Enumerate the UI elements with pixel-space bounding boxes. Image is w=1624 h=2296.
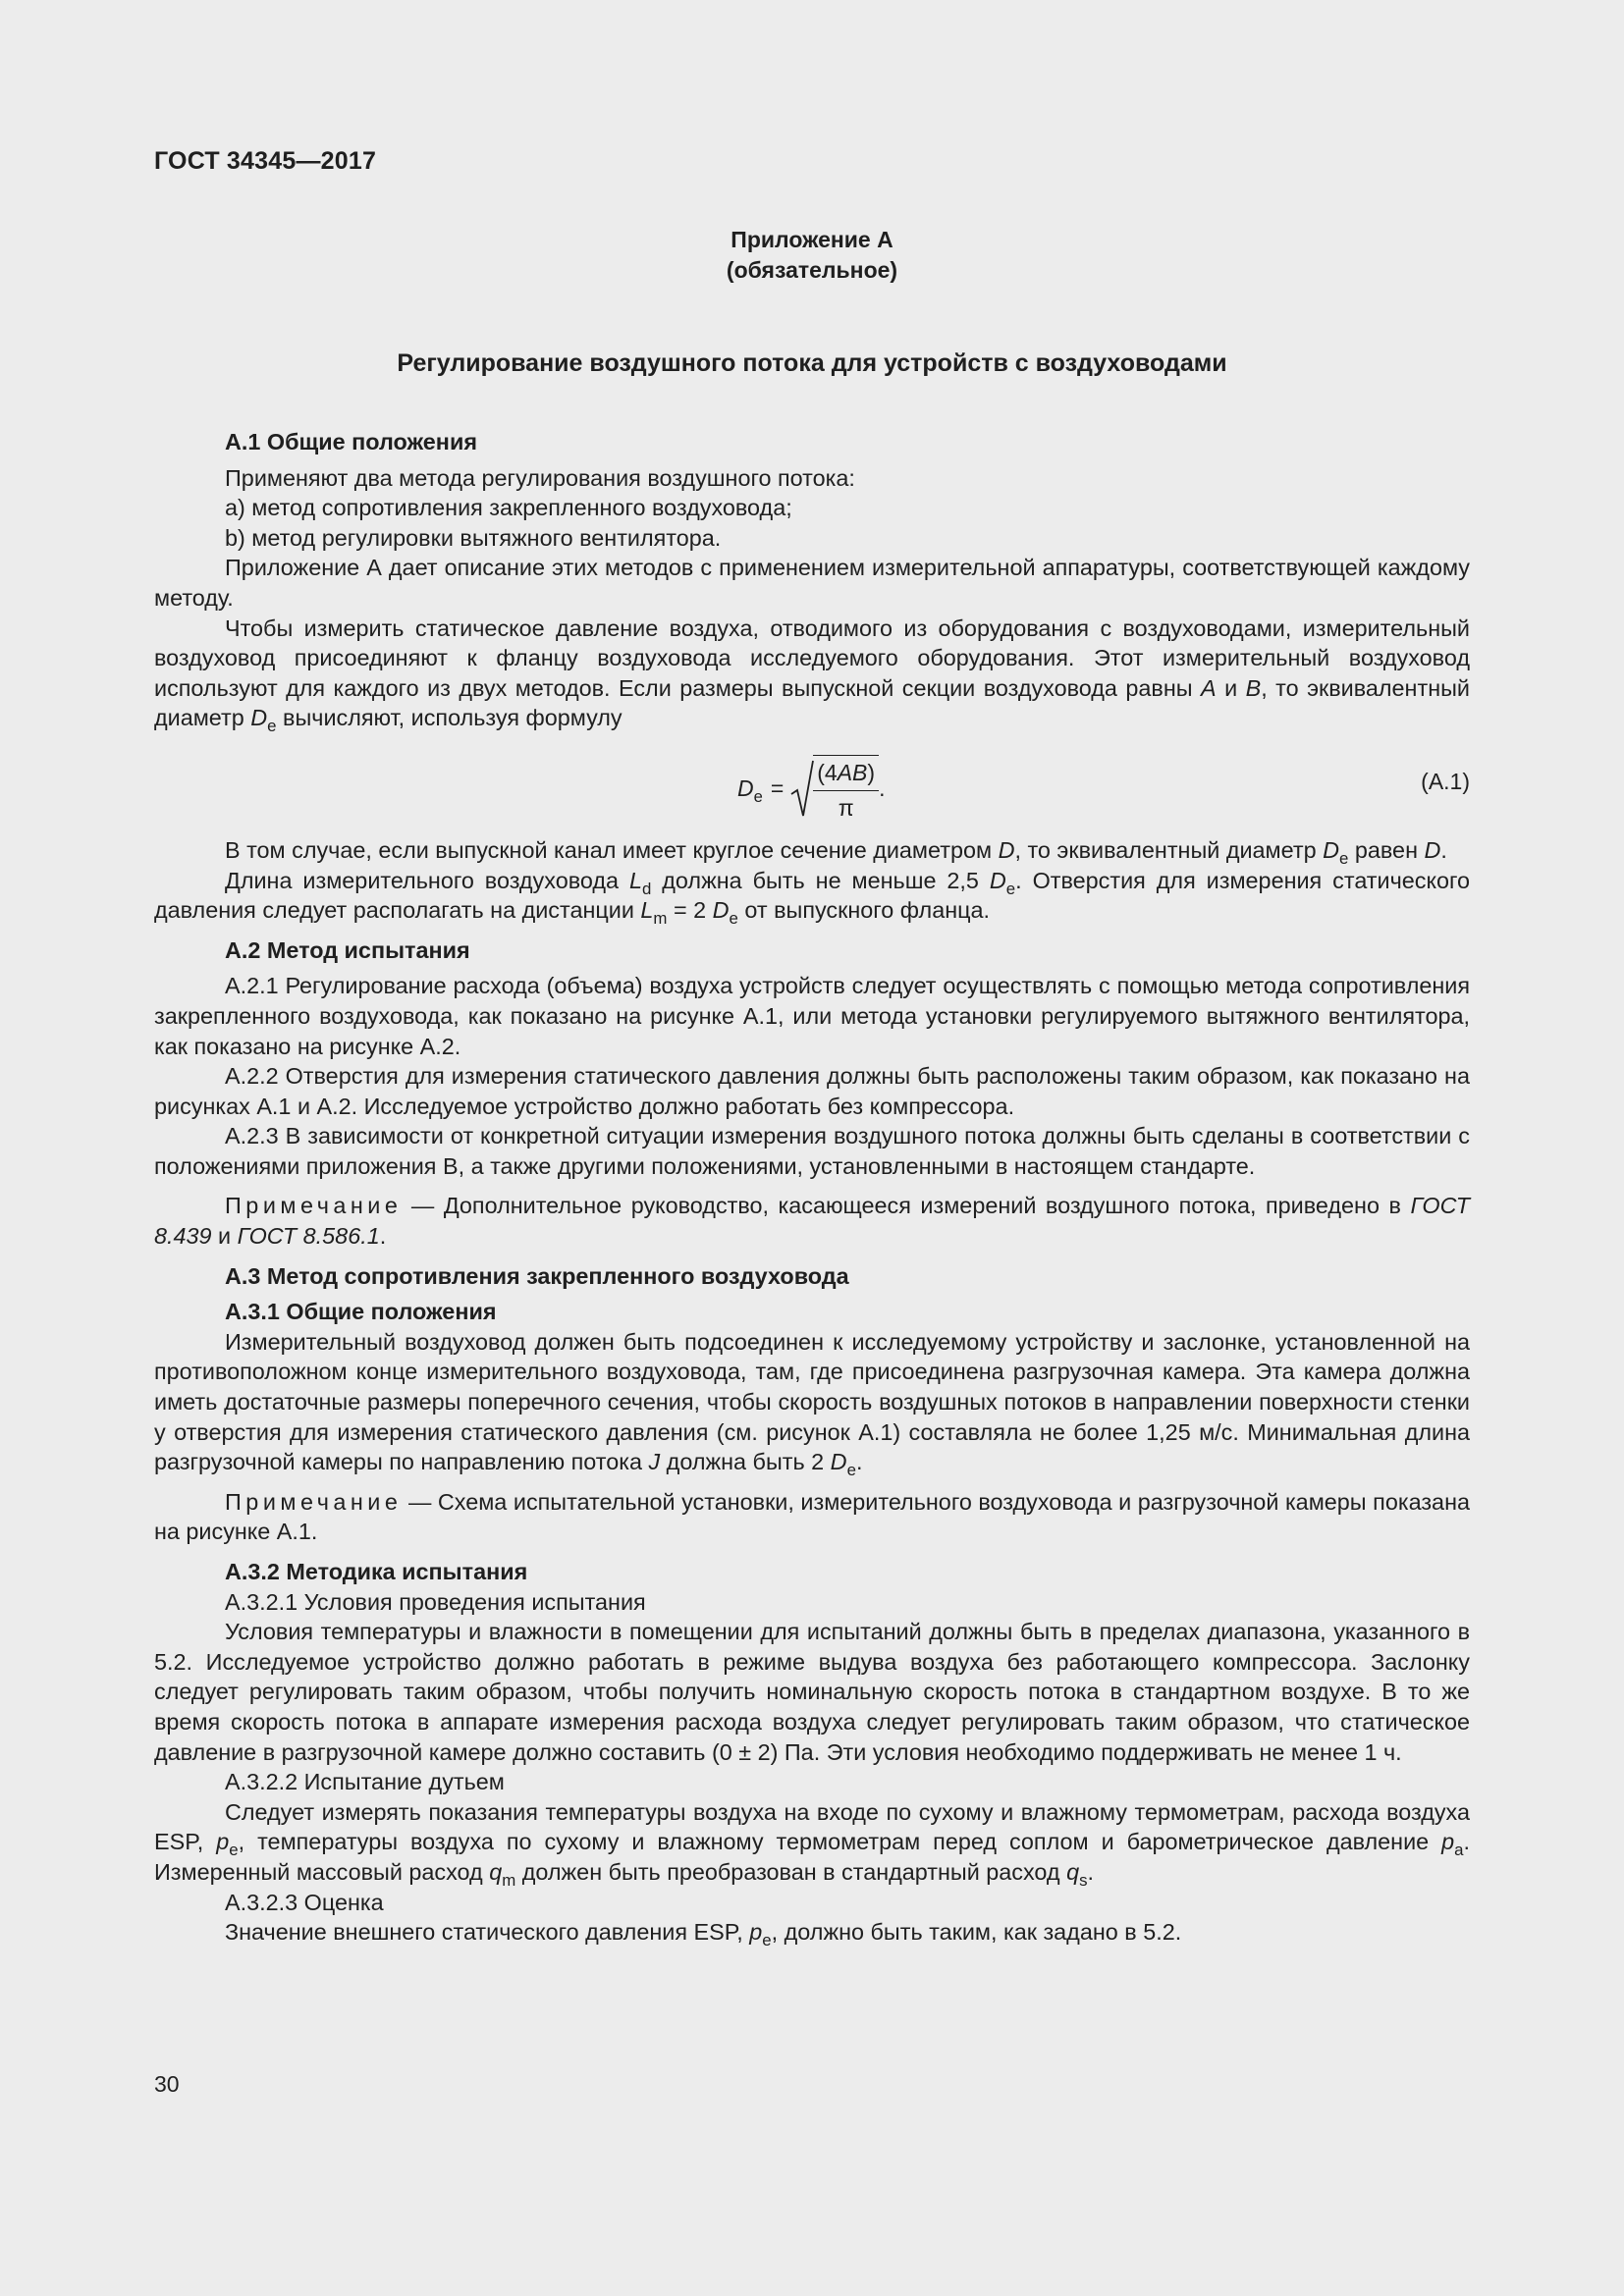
paragraph: Измерительный воздуховод должен быть подсоединен к исследуемому устройству и заслонке, установленной на противоположном конце измерительного воздуховода, там, где присоединена разгрузочная камера. Эта камера должна иметь достаточные размеры поперечного сечения, чтобы скорость воздушных потоков в направлении поверхности стенки у отверстия для измерения статического давления (см. рисунок А.1) составляла не более 1,25 м/с. Минимальная длина разгрузочной камеры по направлению потока J должна быть 2 $D_e$. bbox=[154, 1328, 1470, 1480]
note: Примечание — Схема испытательной установки, измерительного воздуховода и разгрузочной камеры показана на рисунке А.1. bbox=[154, 1488, 1470, 1545]
subsection-heading-a3-2: А.3.2 Методика испытания bbox=[225, 1559, 528, 1584]
paragraph: В том случае, если выпускной канал имеет круглое сечение диаметром D, то эквивалентный диаметр $D_e$ равен D. bbox=[225, 836, 1447, 868]
clause-title: А.3.2.3 Оценка bbox=[225, 1889, 384, 1915]
paragraph: Чтобы измерить статическое давление воздуха, отводимого из оборудования с воздуховодами, измерительный воздуховод присоединяют к фланцу воздуховода исследуемого оборудования. Этот измерительный воздуховод используют для каждого из двух методов. Если размеры выпускной секции воздуховода равны A и B, то эквивалентный диаметр $D_e$ вычисляют, используя формулу bbox=[154, 614, 1470, 736]
formula-fraction bbox=[813, 755, 879, 823]
paragraph: А.2.3 В зависимости от конкретной ситуации измерения воздушного потока должны быть сделаны в соответствии с положениями приложения В, а также другими положениями, установленными в настоящем стандарте. bbox=[154, 1123, 1470, 1179]
clause-title: А.3.2.1 Условия проведения испытания bbox=[225, 1588, 646, 1615]
annex-heading: Регулирование воздушного потока для устройств с воздуховодами bbox=[397, 349, 1227, 377]
document-code: ГОСТ 34345—2017 bbox=[154, 147, 377, 175]
paragraph: Приложение А дает описание этих методов с применением измерительной аппаратуры, соответствующей каждому методу. bbox=[154, 555, 1470, 611]
list-item: a) метод сопротивления закрепленного воздуховода; bbox=[225, 495, 792, 521]
formula-expression: $D_e$ = $\frac{(4AB)}{\pi}$ . bbox=[737, 755, 885, 823]
formula-a1 bbox=[154, 747, 1470, 828]
page-number: 30 bbox=[154, 2071, 180, 2097]
document-body bbox=[154, 427, 1470, 1948]
formula-denominator: π bbox=[838, 794, 854, 821]
paragraph: Значение внешнего статического давления ESP, $p_e$, должно быть таким, как задано в 5.2. bbox=[225, 1919, 1182, 1950]
paragraph: Длина измерительного воздуховода $L_d$ должна быть не меньше 2,5 $D_e$. Отверстия для измерения статического давления следует располагать на дистанции $L_m = 2$ $D_e$ от выпускного фланца. bbox=[154, 867, 1471, 929]
annex-status: (обязательное) bbox=[726, 257, 898, 283]
subsection-heading-a3-1: А.3.1 Общие положения bbox=[225, 1299, 497, 1325]
section-heading-a2: А.2 Метод испытания bbox=[225, 936, 470, 963]
annex-header bbox=[0, 225, 1624, 286]
annex-title: Приложение А bbox=[731, 227, 893, 252]
paragraph: А.2.1 Регулирование расхода (объема) воздуха устройств следует осуществлять с помощью метода сопротивления закрепленного воздуховода, как показано на рисунке А.1, или метода установки регулируемого вытяжного вентилятора, как показано на рисунке А.2. bbox=[154, 973, 1470, 1059]
formula-numerator: (4AB) bbox=[813, 758, 879, 791]
section-heading-a3: А.3 Метод сопротивления закрепленного воздуховода bbox=[225, 1262, 849, 1289]
paragraph: Следует измерять показания температуры воздуха на входе по сухому и влажному термометрам, расхода воздуха ESP, $p_e$, температуры воздуха по сухому и влажному термометрам перед соплом и барометрическое давление $p_a$. Измеренный массовый расход $q_m$ должен быть преобразован в стандартный расход $q_s$. bbox=[154, 1798, 1470, 1890]
paragraph: Применяют два метода регулирования воздушного потока: bbox=[225, 464, 855, 491]
square-root-sign bbox=[789, 759, 815, 820]
formula-number: (А.1) bbox=[1421, 768, 1470, 794]
note: Примечание — Дополнительное руководство, касающееся измерений воздушного потока, приведено в ГОСТ 8.439 и ГОСТ 8.586.1. bbox=[154, 1193, 1470, 1250]
clause-title: А.3.2.2 Испытание дутьем bbox=[225, 1769, 505, 1795]
paragraph: А.2.2 Отверстия для измерения статического давления должны быть расположены таким образом, как показано на рисунках А.1 и А.2. Исследуемое устройство должно работать без компрессора. bbox=[154, 1063, 1470, 1119]
paragraph: Условия температуры и влажности в помещении для испытаний должны быть в пределах диапазона, указанного в 5.2. Исследуемое устройство должно работать в режиме выдува воздуха без работающего компрессора. Заслонку следует регулировать таким образом, чтобы получить номинальную скорость потока в стандартном воздухе. В то же время скорость потока в аппарате измерения расхода воздуха следует регулировать таким образом, что статическое давление в разгрузочной камере должно составить (0 ± 2) Па. Эти условия необходимо поддерживать не менее 1 ч. bbox=[154, 1619, 1470, 1765]
section-heading-a1: А.1 Общие положения bbox=[225, 429, 477, 454]
list-item: b) метод регулировки вытяжного вентилятора. bbox=[225, 524, 722, 551]
